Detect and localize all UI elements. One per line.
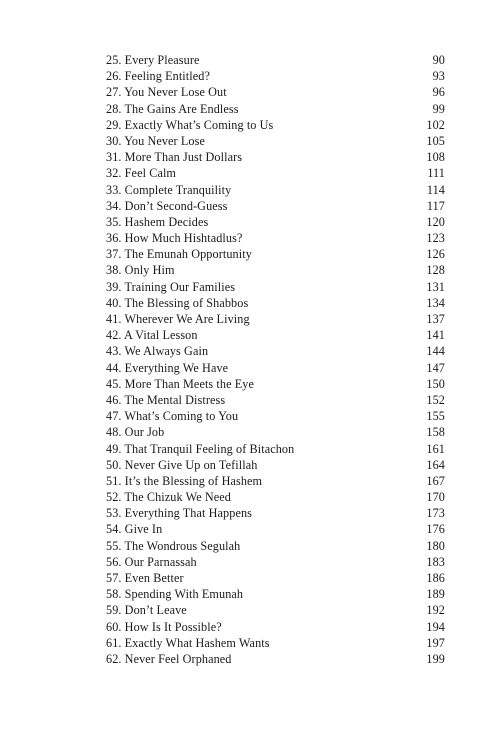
toc-entry <box>106 149 445 165</box>
toc-entry-page-number: 131 <box>426 279 445 294</box>
toc-entry-title: 47. What’s Coming to You <box>106 409 239 424</box>
toc-entry-title: 26. Feeling Entitled? <box>106 69 210 84</box>
toc-entry <box>106 295 445 311</box>
toc-entry-title: 60. How Is It Possible? <box>106 619 222 634</box>
toc-entry-page-number: 150 <box>426 376 445 391</box>
toc-entry-page-number: 183 <box>426 554 445 569</box>
toc-entry <box>106 538 445 554</box>
toc-entry <box>106 376 445 392</box>
toc-entry-page-number: 164 <box>426 457 445 472</box>
toc-entry-title: 33. Complete Tranquility <box>106 182 232 197</box>
toc-entry <box>106 360 445 376</box>
toc-entry <box>106 505 445 521</box>
toc-entry-page-number: 126 <box>426 247 445 262</box>
toc-entry-page-number: 152 <box>426 392 445 407</box>
table-of-contents <box>106 52 445 667</box>
toc-entry-page-number: 189 <box>426 587 445 602</box>
toc-entry <box>106 343 445 359</box>
toc-entry-page-number: 155 <box>426 409 445 424</box>
toc-entry <box>106 554 445 570</box>
toc-entry-page-number: 93 <box>432 69 445 84</box>
toc-entry <box>106 262 445 278</box>
toc-entry-page-number: 186 <box>426 571 445 585</box>
toc-entry <box>106 101 445 117</box>
toc-entry-page-number: 96 <box>432 85 445 100</box>
toc-entry-page-number: 173 <box>426 506 445 521</box>
toc-entry-title: 49. That Tranquil Feeling of Bitachon <box>106 441 295 456</box>
toc-entry-page-number: 117 <box>426 198 445 213</box>
toc-entry-page-number: 144 <box>426 344 445 359</box>
toc-entry-title: 39. Training Our Families <box>106 279 236 294</box>
toc-entry-title: 43. We Always Gain <box>106 344 209 359</box>
toc-entry-title: 50. Never Give Up on Tefillah <box>106 457 258 472</box>
toc-entry-page-number: 111 <box>427 166 445 181</box>
toc-entry <box>106 117 445 133</box>
toc-entry <box>106 198 445 214</box>
toc-entry-page-number: 170 <box>426 490 445 505</box>
toc-entry <box>106 441 445 457</box>
toc-entry-title: 55. The Wondrous Segulah <box>106 538 241 553</box>
toc-entry-page-number: 134 <box>426 295 445 310</box>
toc-entry <box>106 230 445 246</box>
toc-entry-page-number: 105 <box>426 133 445 148</box>
toc-entry-page-number: 161 <box>426 441 445 456</box>
toc-entry <box>106 521 445 537</box>
toc-entry-page-number: 99 <box>432 101 445 116</box>
toc-entry-title: 25. Every Pleasure <box>106 53 200 67</box>
toc-entry <box>106 424 445 440</box>
toc-entry-title: 42. A Vital Lesson <box>106 328 198 343</box>
toc-entry-title: 34. Don’t Second-Guess <box>106 198 228 213</box>
toc-entry <box>106 586 445 602</box>
toc-entry <box>106 602 445 618</box>
toc-entry <box>106 84 445 100</box>
toc-entry-page-number: 90 <box>432 53 445 67</box>
toc-entry-title: 38. Only Him <box>106 263 175 278</box>
toc-entry-page-number: 141 <box>426 328 445 343</box>
toc-entry-page-number: 137 <box>426 312 445 326</box>
toc-entry-title: 37. The Emunah Opportunity <box>106 247 252 262</box>
toc-entry <box>106 457 445 473</box>
toc-entry-page-number: 197 <box>426 635 445 650</box>
toc-entry <box>106 182 445 198</box>
toc-entry-title: 54. Give In <box>106 522 163 537</box>
toc-entry <box>106 279 445 295</box>
toc-entry-page-number: 199 <box>426 651 445 666</box>
toc-entry <box>106 327 445 343</box>
toc-entry <box>106 489 445 505</box>
toc-entry-page-number: 158 <box>426 425 445 440</box>
toc-entry-title: 52. The Chizuk We Need <box>106 490 231 505</box>
toc-entry-title: 40. The Blessing of Shabbos <box>106 295 249 310</box>
toc-entry-title: 29. Exactly What’s Coming to Us <box>106 117 274 132</box>
toc-entry <box>106 392 445 408</box>
toc-entry-title: 30. You Never Lose <box>106 133 205 148</box>
toc-entry-title: 45. More Than Meets the Eye <box>106 376 255 391</box>
toc-entry-page-number: 128 <box>426 263 445 278</box>
toc-entry-title: 53. Everything That Happens <box>106 506 252 521</box>
toc-entry-title: 46. The Mental Distress <box>106 392 226 407</box>
toc-entry-title: 28. The Gains Are Endless <box>106 101 239 116</box>
toc-entry-page-number: 194 <box>426 619 445 634</box>
toc-entry-page-number: 123 <box>426 231 445 246</box>
toc-entry-title: 31. More Than Just Dollars <box>106 150 243 165</box>
toc-entry <box>106 651 445 667</box>
toc-entry-page-number: 167 <box>426 473 445 488</box>
toc-entry <box>106 133 445 149</box>
toc-entry-title: 36. How Much Hishtadlus? <box>106 231 243 246</box>
toc-entry <box>106 68 445 84</box>
toc-entry <box>106 473 445 489</box>
toc-entry <box>106 214 445 230</box>
toc-entry-title: 59. Don’t Leave <box>106 603 187 618</box>
toc-entry-page-number: 176 <box>426 522 445 537</box>
toc-entry-title: 58. Spending With Emunah <box>106 587 244 602</box>
toc-entry-title: 27. You Never Lose Out <box>106 85 227 100</box>
toc-entry <box>106 52 445 68</box>
toc-entry-title: 56. Our Parnassah <box>106 554 197 569</box>
toc-entry-title: 32. Feel Calm <box>106 166 177 181</box>
toc-entry-title: 48. Our Job <box>106 425 165 440</box>
toc-entry-title: 35. Hashem Decides <box>106 214 209 229</box>
toc-entry <box>106 165 445 181</box>
toc-entry <box>106 570 445 586</box>
toc-entry-page-number: 180 <box>426 538 445 553</box>
toc-entry-page-number: 192 <box>426 603 445 618</box>
toc-entry-page-number: 114 <box>426 182 445 197</box>
toc-entry <box>106 619 445 635</box>
toc-entry <box>106 408 445 424</box>
toc-entry <box>106 635 445 651</box>
toc-entry-page-number: 147 <box>426 360 445 375</box>
toc-entry-title: 61. Exactly What Hashem Wants <box>106 635 270 650</box>
toc-entry <box>106 311 445 327</box>
toc-entry <box>106 246 445 262</box>
toc-entry-title: 51. It’s the Blessing of Hashem <box>106 473 263 488</box>
toc-entry-page-number: 108 <box>426 150 445 165</box>
toc-entry-title: 41. Wherever We Are Living <box>106 312 250 326</box>
toc-entry-page-number: 120 <box>426 214 445 229</box>
toc-entry-page-number: 102 <box>426 117 445 132</box>
toc-entry-title: 57. Even Better <box>106 571 184 585</box>
toc-entry-title: 44. Everything We Have <box>106 360 229 375</box>
toc-entry-title: 62. Never Feel Orphaned <box>106 651 232 666</box>
